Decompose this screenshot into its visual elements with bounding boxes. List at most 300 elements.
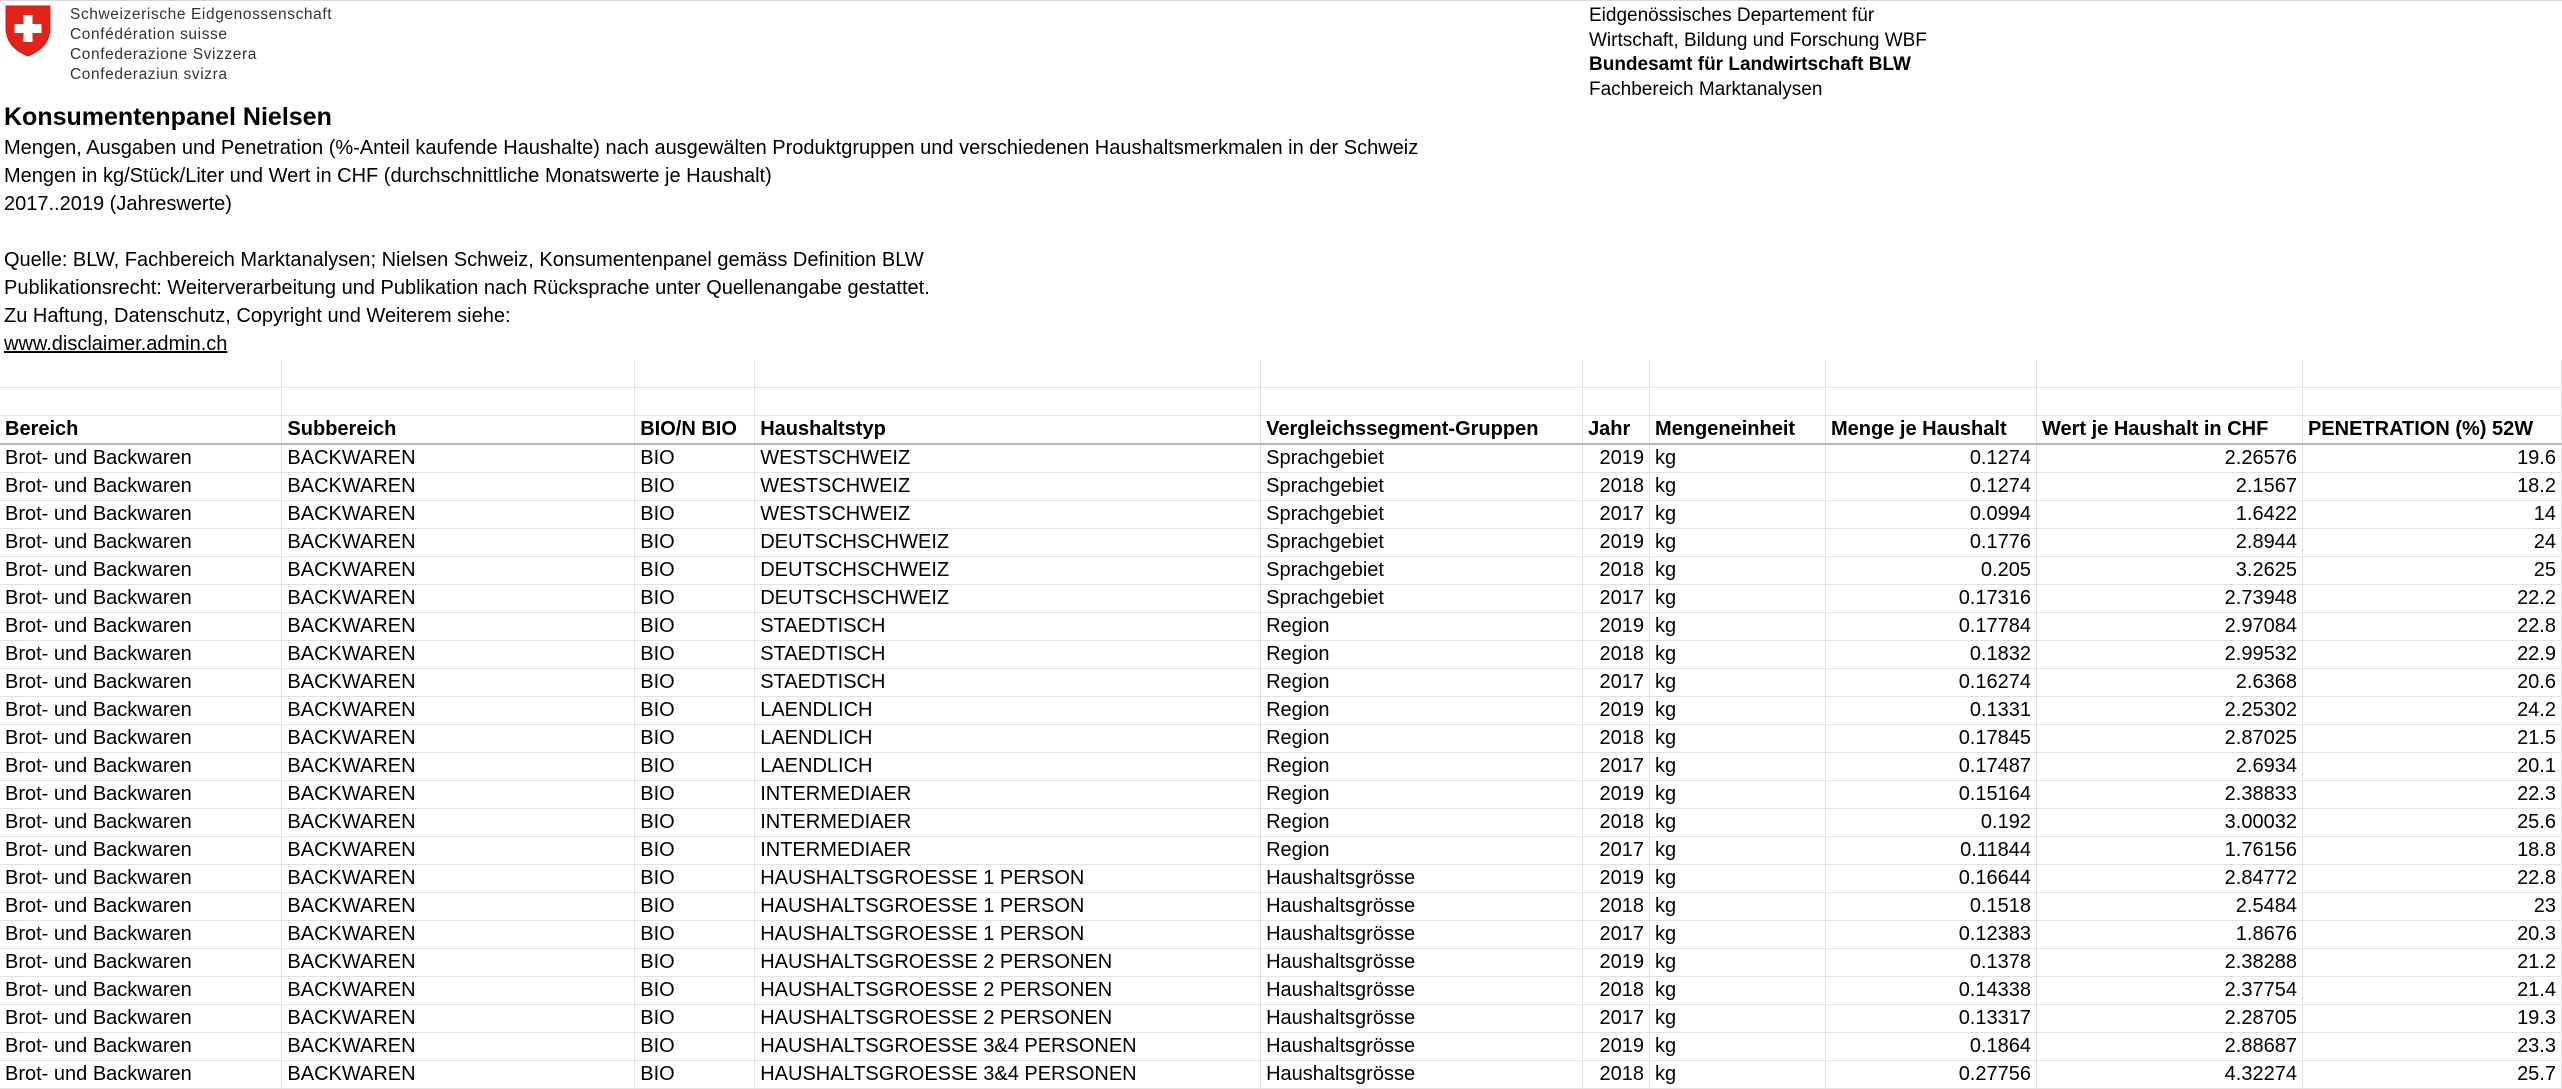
table-cell[interactable]: 0.1832 bbox=[1826, 641, 2037, 669]
table-row bbox=[0, 1061, 2562, 1089]
table-row bbox=[0, 473, 2562, 501]
table-cell[interactable]: STAEDTISCH bbox=[755, 613, 1261, 641]
table-cell[interactable]: Brot- und Backwaren bbox=[0, 1061, 282, 1089]
column-header[interactable]: Vergleichssegment-Gruppen bbox=[1261, 416, 1583, 445]
table-cell[interactable]: HAUSHALTSGROESSE 1 PERSON bbox=[755, 893, 1261, 921]
cell[interactable] bbox=[1261, 388, 1583, 416]
column-header[interactable]: Wert je Haushalt in CHF bbox=[2036, 416, 2302, 445]
table-cell[interactable]: BIO bbox=[635, 501, 755, 529]
table-cell[interactable]: BIO bbox=[635, 725, 755, 753]
table-cell[interactable]: Region bbox=[1261, 669, 1583, 697]
table-cell[interactable]: 2.73948 bbox=[2036, 585, 2302, 613]
table-cell[interactable]: 22.8 bbox=[2302, 865, 2561, 893]
table-row bbox=[0, 837, 2562, 865]
table-cell[interactable]: Sprachgebiet bbox=[1261, 585, 1583, 613]
table-cell[interactable]: Sprachgebiet bbox=[1261, 529, 1583, 557]
table-cell[interactable]: 2018 bbox=[1583, 557, 1650, 585]
table-cell[interactable]: 0.14338 bbox=[1826, 977, 2037, 1005]
table-cell[interactable]: 2.28705 bbox=[2036, 1005, 2302, 1033]
table-cell[interactable]: Haushaltsgrösse bbox=[1261, 1033, 1583, 1061]
table-cell[interactable]: Region bbox=[1261, 697, 1583, 725]
table-cell[interactable]: kg bbox=[1650, 921, 1826, 949]
table-cell[interactable]: 2017 bbox=[1583, 921, 1650, 949]
table-cell[interactable]: Brot- und Backwaren bbox=[0, 585, 282, 613]
federation-name-de: Schweizerische Eidgenossenschaft bbox=[70, 6, 333, 23]
table-cell[interactable]: 24.2 bbox=[2302, 697, 2561, 725]
table-cell[interactable]: 0.17487 bbox=[1826, 753, 2037, 781]
cell[interactable] bbox=[0, 388, 282, 416]
table-cell[interactable]: 14 bbox=[2302, 501, 2561, 529]
table-cell[interactable]: BACKWAREN bbox=[282, 444, 635, 473]
cell[interactable] bbox=[1650, 360, 1826, 388]
table-cell[interactable]: Brot- und Backwaren bbox=[0, 865, 282, 893]
table-cell[interactable]: 2019 bbox=[1583, 697, 1650, 725]
table-cell[interactable]: 2018 bbox=[1583, 1061, 1650, 1089]
document-source: Quelle: BLW, Fachbereich Marktanalysen; Nielsen Schweiz, Konsumentenpanel gemäss Definition BLW bbox=[4, 249, 924, 271]
table-cell[interactable]: kg bbox=[1650, 753, 1826, 781]
table-cell[interactable]: BIO bbox=[635, 1061, 755, 1089]
table-cell[interactable]: BACKWAREN bbox=[282, 1005, 635, 1033]
table-cell[interactable]: kg bbox=[1650, 977, 1826, 1005]
table-cell[interactable]: Brot- und Backwaren bbox=[0, 893, 282, 921]
table-cell[interactable]: 3.2625 bbox=[2036, 557, 2302, 585]
table-cell[interactable]: BACKWAREN bbox=[282, 697, 635, 725]
blank-row bbox=[0, 388, 2562, 416]
table-cell[interactable]: BIO bbox=[635, 641, 755, 669]
table-cell[interactable]: Brot- und Backwaren bbox=[0, 921, 282, 949]
table-cell[interactable]: BACKWAREN bbox=[282, 473, 635, 501]
table-cell[interactable]: BACKWAREN bbox=[282, 809, 635, 837]
table-cell[interactable]: DEUTSCHSCHWEIZ bbox=[755, 585, 1261, 613]
table-cell[interactable]: 1.8676 bbox=[2036, 921, 2302, 949]
table-cell[interactable]: STAEDTISCH bbox=[755, 669, 1261, 697]
cell[interactable] bbox=[1261, 360, 1583, 388]
table-cell[interactable]: BIO bbox=[635, 473, 755, 501]
cell[interactable] bbox=[2302, 388, 2561, 416]
table-cell[interactable]: kg bbox=[1650, 613, 1826, 641]
column-header[interactable]: Subbereich bbox=[282, 416, 635, 445]
table-cell[interactable]: 1.6422 bbox=[2036, 501, 2302, 529]
table-cell[interactable]: kg bbox=[1650, 473, 1826, 501]
cell[interactable] bbox=[1583, 388, 1650, 416]
table-cell[interactable]: 0.1864 bbox=[1826, 1033, 2037, 1061]
table-cell[interactable]: 2.38833 bbox=[2036, 781, 2302, 809]
table-cell[interactable]: BIO bbox=[635, 893, 755, 921]
table-cell[interactable]: Sprachgebiet bbox=[1261, 473, 1583, 501]
table-cell[interactable]: 2017 bbox=[1583, 753, 1650, 781]
table-cell[interactable]: kg bbox=[1650, 837, 1826, 865]
table-cell[interactable]: BIO bbox=[635, 669, 755, 697]
department-block bbox=[1589, 4, 1927, 102]
table-cell[interactable]: 2.97084 bbox=[2036, 613, 2302, 641]
cell[interactable] bbox=[1650, 388, 1826, 416]
table-cell[interactable]: BIO bbox=[635, 865, 755, 893]
table-cell[interactable]: 0.1274 bbox=[1826, 444, 2037, 473]
table-cell[interactable]: Haushaltsgrösse bbox=[1261, 949, 1583, 977]
table-cell[interactable]: BACKWAREN bbox=[282, 641, 635, 669]
table-cell[interactable]: kg bbox=[1650, 949, 1826, 977]
table-row bbox=[0, 753, 2562, 781]
table-cell[interactable]: kg bbox=[1650, 697, 1826, 725]
table-cell[interactable]: 2017 bbox=[1583, 585, 1650, 613]
table-cell[interactable]: BACKWAREN bbox=[282, 753, 635, 781]
table-cell[interactable]: DEUTSCHSCHWEIZ bbox=[755, 529, 1261, 557]
table-cell[interactable]: Sprachgebiet bbox=[1261, 557, 1583, 585]
table-cell[interactable]: 0.16644 bbox=[1826, 865, 2037, 893]
table-cell[interactable]: LAENDLICH bbox=[755, 697, 1261, 725]
table-cell[interactable]: HAUSHALTSGROESSE 2 PERSONEN bbox=[755, 977, 1261, 1005]
table-cell[interactable]: Region bbox=[1261, 781, 1583, 809]
table-cell[interactable]: 2019 bbox=[1583, 1033, 1650, 1061]
column-header[interactable]: Menge je Haushalt bbox=[1826, 416, 2037, 445]
table-cell[interactable]: BIO bbox=[635, 809, 755, 837]
table-cell[interactable]: HAUSHALTSGROESSE 1 PERSON bbox=[755, 865, 1261, 893]
table-cell[interactable]: 2018 bbox=[1583, 977, 1650, 1005]
table-cell[interactable]: 0.16274 bbox=[1826, 669, 2037, 697]
table-cell[interactable]: kg bbox=[1650, 725, 1826, 753]
table-cell[interactable]: 0.1274 bbox=[1826, 473, 2037, 501]
table-cell[interactable]: 2.38288 bbox=[2036, 949, 2302, 977]
table-cell[interactable]: Brot- und Backwaren bbox=[0, 725, 282, 753]
table-cell[interactable]: BACKWAREN bbox=[282, 529, 635, 557]
table-cell[interactable]: BIO bbox=[635, 697, 755, 725]
table-cell[interactable]: BACKWAREN bbox=[282, 669, 635, 697]
table-cell[interactable]: 2.6368 bbox=[2036, 669, 2302, 697]
table-cell[interactable]: 2019 bbox=[1583, 529, 1650, 557]
table-cell[interactable]: 2018 bbox=[1583, 641, 1650, 669]
column-header[interactable]: PENETRATION (%) 52W bbox=[2302, 416, 2561, 445]
table-cell[interactable]: BIO bbox=[635, 781, 755, 809]
table-cell[interactable]: BACKWAREN bbox=[282, 613, 635, 641]
table-cell[interactable]: HAUSHALTSGROESSE 2 PERSONEN bbox=[755, 1005, 1261, 1033]
table-cell[interactable]: BIO bbox=[635, 1033, 755, 1061]
table-cell[interactable]: BACKWAREN bbox=[282, 501, 635, 529]
table-cell[interactable]: 0.17316 bbox=[1826, 585, 2037, 613]
column-header[interactable]: Bereich bbox=[0, 416, 282, 445]
table-cell[interactable]: Region bbox=[1261, 613, 1583, 641]
table-cell[interactable]: 20.6 bbox=[2302, 669, 2561, 697]
federation-name-it: Confederazione Svizzera bbox=[70, 46, 257, 63]
table-header-row bbox=[0, 416, 2562, 445]
table-cell[interactable]: Region bbox=[1261, 725, 1583, 753]
cell[interactable] bbox=[635, 388, 755, 416]
table-cell[interactable]: kg bbox=[1650, 669, 1826, 697]
table-cell[interactable]: BIO bbox=[635, 557, 755, 585]
table-cell[interactable]: kg bbox=[1650, 501, 1826, 529]
table-cell[interactable]: 4.32274 bbox=[2036, 1061, 2302, 1089]
federation-name-fr: Confédération suisse bbox=[70, 26, 228, 43]
table-cell[interactable]: BIO bbox=[635, 529, 755, 557]
table-row bbox=[0, 613, 2562, 641]
table-cell[interactable]: DEUTSCHSCHWEIZ bbox=[755, 557, 1261, 585]
table-row bbox=[0, 949, 2562, 977]
table-cell[interactable]: BACKWAREN bbox=[282, 1061, 635, 1089]
table-cell[interactable]: WESTSCHWEIZ bbox=[755, 501, 1261, 529]
table-cell[interactable]: BACKWAREN bbox=[282, 893, 635, 921]
table-row bbox=[0, 809, 2562, 837]
table-cell[interactable]: 2.99532 bbox=[2036, 641, 2302, 669]
table-cell[interactable]: Brot- und Backwaren bbox=[0, 1033, 282, 1061]
table-cell[interactable]: kg bbox=[1650, 1005, 1826, 1033]
table-cell[interactable]: 0.1331 bbox=[1826, 697, 2037, 725]
table-cell[interactable]: Sprachgebiet bbox=[1261, 501, 1583, 529]
table-cell[interactable]: kg bbox=[1650, 865, 1826, 893]
table-cell[interactable]: STAEDTISCH bbox=[755, 641, 1261, 669]
table-cell[interactable]: 18.2 bbox=[2302, 473, 2561, 501]
table-cell[interactable]: 22.2 bbox=[2302, 585, 2561, 613]
table-cell[interactable]: Brot- und Backwaren bbox=[0, 809, 282, 837]
table-cell[interactable]: Brot- und Backwaren bbox=[0, 444, 282, 473]
table-cell[interactable]: 2017 bbox=[1583, 837, 1650, 865]
table-cell[interactable]: 2.5484 bbox=[2036, 893, 2302, 921]
table-row bbox=[0, 641, 2562, 669]
cell[interactable] bbox=[755, 388, 1261, 416]
table-cell[interactable]: 21.5 bbox=[2302, 725, 2561, 753]
document-period: 2017..2019 (Jahreswerte) bbox=[4, 193, 232, 215]
table-cell[interactable]: 20.1 bbox=[2302, 753, 2561, 781]
table-cell[interactable]: BACKWAREN bbox=[282, 977, 635, 1005]
table-row bbox=[0, 444, 2562, 473]
table-cell[interactable]: 25.7 bbox=[2302, 1061, 2561, 1089]
column-header[interactable]: Mengeneinheit bbox=[1650, 416, 1826, 445]
table-cell[interactable]: Sprachgebiet bbox=[1261, 444, 1583, 473]
table-cell[interactable]: 22.8 bbox=[2302, 613, 2561, 641]
table-cell[interactable]: BIO bbox=[635, 977, 755, 1005]
table-cell[interactable]: 2018 bbox=[1583, 473, 1650, 501]
table-cell[interactable]: Brot- und Backwaren bbox=[0, 473, 282, 501]
table-cell[interactable]: 2019 bbox=[1583, 613, 1650, 641]
table-cell[interactable]: Brot- und Backwaren bbox=[0, 613, 282, 641]
table-cell[interactable]: Brot- und Backwaren bbox=[0, 529, 282, 557]
table-row bbox=[0, 1033, 2562, 1061]
table-row bbox=[0, 697, 2562, 725]
table-cell[interactable]: kg bbox=[1650, 781, 1826, 809]
table-cell[interactable]: Brot- und Backwaren bbox=[0, 837, 282, 865]
table-cell[interactable]: BACKWAREN bbox=[282, 585, 635, 613]
cell[interactable] bbox=[0, 360, 282, 388]
table-cell[interactable]: BACKWAREN bbox=[282, 781, 635, 809]
document-subtitle: Mengen, Ausgaben und Penetration (%-Anteil kaufende Haushalte) nach ausgewälten Produktgruppen und verschiedenen Haushaltsmerkmalen in der Schweiz bbox=[4, 137, 1419, 159]
table-cell[interactable]: 22.3 bbox=[2302, 781, 2561, 809]
table-row bbox=[0, 977, 2562, 1005]
table-cell[interactable]: Brot- und Backwaren bbox=[0, 501, 282, 529]
table-cell[interactable]: Brot- und Backwaren bbox=[0, 641, 282, 669]
table-cell[interactable]: BIO bbox=[635, 613, 755, 641]
table-cell[interactable]: 25.6 bbox=[2302, 809, 2561, 837]
table-row bbox=[0, 921, 2562, 949]
table-cell[interactable]: Region bbox=[1261, 641, 1583, 669]
table-cell[interactable]: Brot- und Backwaren bbox=[0, 949, 282, 977]
table-cell[interactable]: 20.3 bbox=[2302, 921, 2561, 949]
table-cell[interactable]: 18.8 bbox=[2302, 837, 2561, 865]
table-cell[interactable]: BACKWAREN bbox=[282, 865, 635, 893]
table-cell[interactable]: BACKWAREN bbox=[282, 837, 635, 865]
table-cell[interactable]: kg bbox=[1650, 444, 1826, 473]
document-disclaimer: Zu Haftung, Datenschutz, Copyright und Weiterem siehe: bbox=[4, 305, 511, 327]
table-cell[interactable]: 23 bbox=[2302, 893, 2561, 921]
table-cell[interactable]: 2.88687 bbox=[2036, 1033, 2302, 1061]
cell[interactable] bbox=[2036, 388, 2302, 416]
table-cell[interactable]: Haushaltsgrösse bbox=[1261, 1061, 1583, 1089]
table-cell[interactable]: 2017 bbox=[1583, 501, 1650, 529]
table-cell[interactable]: BACKWAREN bbox=[282, 921, 635, 949]
table-row bbox=[0, 669, 2562, 697]
table-cell[interactable]: 2.37754 bbox=[2036, 977, 2302, 1005]
table-cell[interactable]: Haushaltsgrösse bbox=[1261, 865, 1583, 893]
cell[interactable] bbox=[635, 360, 755, 388]
table-cell[interactable]: 2017 bbox=[1583, 669, 1650, 697]
table-cell[interactable]: 19.6 bbox=[2302, 444, 2561, 473]
table-cell[interactable]: BIO bbox=[635, 921, 755, 949]
table-cell[interactable]: 0.27756 bbox=[1826, 1061, 2037, 1089]
sheet-top-border bbox=[0, 0, 2562, 1]
table-cell[interactable]: 0.1378 bbox=[1826, 949, 2037, 977]
disclaimer-link[interactable]: www.disclaimer.admin.ch bbox=[4, 333, 228, 355]
table-cell[interactable]: Brot- und Backwaren bbox=[0, 977, 282, 1005]
federation-names bbox=[70, 5, 332, 85]
table-cell[interactable]: Brot- und Backwaren bbox=[0, 557, 282, 585]
table-cell[interactable]: kg bbox=[1650, 557, 1826, 585]
table-cell[interactable]: 25 bbox=[2302, 557, 2561, 585]
table-cell[interactable]: WESTSCHWEIZ bbox=[755, 444, 1261, 473]
table-cell[interactable]: 24 bbox=[2302, 529, 2561, 557]
table-cell[interactable]: Brot- und Backwaren bbox=[0, 781, 282, 809]
table-cell[interactable]: HAUSHALTSGROESSE 3&4 PERSONEN bbox=[755, 1061, 1261, 1089]
table-cell[interactable]: 0.192 bbox=[1826, 809, 2037, 837]
table-cell[interactable]: 2018 bbox=[1583, 725, 1650, 753]
table-cell[interactable]: 0.1518 bbox=[1826, 893, 2037, 921]
data-table bbox=[0, 360, 2562, 1089]
cell[interactable] bbox=[1826, 360, 2037, 388]
table-cell[interactable]: 2019 bbox=[1583, 865, 1650, 893]
table-cell[interactable]: 3.00032 bbox=[2036, 809, 2302, 837]
table-cell[interactable]: WESTSCHWEIZ bbox=[755, 473, 1261, 501]
table-cell[interactable]: Region bbox=[1261, 837, 1583, 865]
table-cell[interactable]: 2017 bbox=[1583, 1005, 1650, 1033]
table-cell[interactable]: 2019 bbox=[1583, 444, 1650, 473]
document-title: Konsumentenpanel Nielsen bbox=[4, 103, 332, 131]
table-cell[interactable]: 0.205 bbox=[1826, 557, 2037, 585]
table-cell[interactable]: 21.4 bbox=[2302, 977, 2561, 1005]
table-cell[interactable]: 2.25302 bbox=[2036, 697, 2302, 725]
table-cell[interactable]: Region bbox=[1261, 809, 1583, 837]
table-cell[interactable]: kg bbox=[1650, 1061, 1826, 1089]
table-cell[interactable]: 0.17845 bbox=[1826, 725, 2037, 753]
document-units: Mengen in kg/Stück/Liter und Wert in CHF (durchschnittliche Monatswerte je Haushalt) bbox=[4, 165, 772, 187]
cell[interactable] bbox=[2036, 360, 2302, 388]
blank-row bbox=[0, 360, 2562, 388]
table-cell[interactable]: BIO bbox=[635, 949, 755, 977]
table-cell[interactable]: BIO bbox=[635, 1005, 755, 1033]
table-cell[interactable]: 1.76156 bbox=[2036, 837, 2302, 865]
table-cell[interactable]: BACKWAREN bbox=[282, 557, 635, 585]
column-header[interactable]: Jahr bbox=[1583, 416, 1650, 445]
table-cell[interactable]: 0.13317 bbox=[1826, 1005, 2037, 1033]
table-cell[interactable]: Brot- und Backwaren bbox=[0, 697, 282, 725]
table-cell[interactable]: INTERMEDIAER bbox=[755, 781, 1261, 809]
table-row bbox=[0, 781, 2562, 809]
table-cell[interactable]: 0.1776 bbox=[1826, 529, 2037, 557]
table-cell[interactable]: 2018 bbox=[1583, 893, 1650, 921]
table-cell[interactable]: 0.11844 bbox=[1826, 837, 2037, 865]
table-cell[interactable]: 19.3 bbox=[2302, 1005, 2561, 1033]
cell[interactable] bbox=[282, 388, 635, 416]
table-cell[interactable]: 0.0994 bbox=[1826, 501, 2037, 529]
table-cell[interactable]: BACKWAREN bbox=[282, 949, 635, 977]
column-header[interactable]: BIO/N BIO bbox=[635, 416, 755, 445]
table-cell[interactable]: 2018 bbox=[1583, 809, 1650, 837]
table-cell[interactable]: kg bbox=[1650, 809, 1826, 837]
table-cell[interactable]: Haushaltsgrösse bbox=[1261, 893, 1583, 921]
table-cell[interactable]: 2019 bbox=[1583, 781, 1650, 809]
table-cell[interactable]: kg bbox=[1650, 893, 1826, 921]
table-cell[interactable]: 22.9 bbox=[2302, 641, 2561, 669]
department-line-1: Eidgenössisches Departement für bbox=[1589, 5, 1875, 26]
table-cell[interactable]: 0.17784 bbox=[1826, 613, 2037, 641]
column-header[interactable]: Haushaltstyp bbox=[755, 416, 1261, 445]
table-cell[interactable]: 2.6934 bbox=[2036, 753, 2302, 781]
table-cell[interactable]: Haushaltsgrösse bbox=[1261, 1005, 1583, 1033]
table-cell[interactable]: 21.2 bbox=[2302, 949, 2561, 977]
table-cell[interactable]: Haushaltsgrösse bbox=[1261, 977, 1583, 1005]
cell[interactable] bbox=[2302, 360, 2561, 388]
unit-name: Fachbereich Marktanalysen bbox=[1589, 78, 1823, 100]
table-cell[interactable]: Haushaltsgrösse bbox=[1261, 921, 1583, 949]
table-cell[interactable]: 2.8944 bbox=[2036, 529, 2302, 557]
cell[interactable] bbox=[755, 360, 1261, 388]
table-cell[interactable]: 2.26576 bbox=[2036, 444, 2302, 473]
table-cell[interactable]: Brot- und Backwaren bbox=[0, 753, 282, 781]
table-cell[interactable]: kg bbox=[1650, 529, 1826, 557]
table-row bbox=[0, 529, 2562, 557]
table-cell[interactable]: BACKWAREN bbox=[282, 1033, 635, 1061]
table-cell[interactable]: Region bbox=[1261, 753, 1583, 781]
table-cell[interactable]: 2.87025 bbox=[2036, 725, 2302, 753]
cell[interactable] bbox=[1583, 360, 1650, 388]
table-cell[interactable]: 0.15164 bbox=[1826, 781, 2037, 809]
table-cell[interactable]: 2019 bbox=[1583, 949, 1650, 977]
table-cell[interactable]: BIO bbox=[635, 837, 755, 865]
table-cell[interactable]: BIO bbox=[635, 753, 755, 781]
table-cell[interactable]: LAENDLICH bbox=[755, 725, 1261, 753]
table-cell[interactable]: HAUSHALTSGROESSE 3&4 PERSONEN bbox=[755, 1033, 1261, 1061]
table-cell[interactable]: INTERMEDIAER bbox=[755, 809, 1261, 837]
table-cell[interactable]: BIO bbox=[635, 444, 755, 473]
table-cell[interactable]: BIO bbox=[635, 585, 755, 613]
table-row bbox=[0, 501, 2562, 529]
table-cell[interactable]: HAUSHALTSGROESSE 1 PERSON bbox=[755, 921, 1261, 949]
table-cell[interactable]: INTERMEDIAER bbox=[755, 837, 1261, 865]
table-row bbox=[0, 1005, 2562, 1033]
cell[interactable] bbox=[1826, 388, 2037, 416]
table-cell[interactable]: kg bbox=[1650, 641, 1826, 669]
table-row bbox=[0, 557, 2562, 585]
table-row bbox=[0, 585, 2562, 613]
table-cell[interactable]: 2.84772 bbox=[2036, 865, 2302, 893]
table-cell[interactable]: BACKWAREN bbox=[282, 725, 635, 753]
table-cell[interactable]: kg bbox=[1650, 585, 1826, 613]
table-cell[interactable]: LAENDLICH bbox=[755, 753, 1261, 781]
table-cell[interactable]: Brot- und Backwaren bbox=[0, 1005, 282, 1033]
cell[interactable] bbox=[282, 360, 635, 388]
table-cell[interactable]: HAUSHALTSGROESSE 2 PERSONEN bbox=[755, 949, 1261, 977]
table-cell[interactable]: Brot- und Backwaren bbox=[0, 669, 282, 697]
table-cell[interactable]: kg bbox=[1650, 1033, 1826, 1061]
table-row bbox=[0, 865, 2562, 893]
table-cell[interactable]: 0.12383 bbox=[1826, 921, 2037, 949]
table-cell[interactable]: 2.1567 bbox=[2036, 473, 2302, 501]
table-cell[interactable]: 23.3 bbox=[2302, 1033, 2561, 1061]
